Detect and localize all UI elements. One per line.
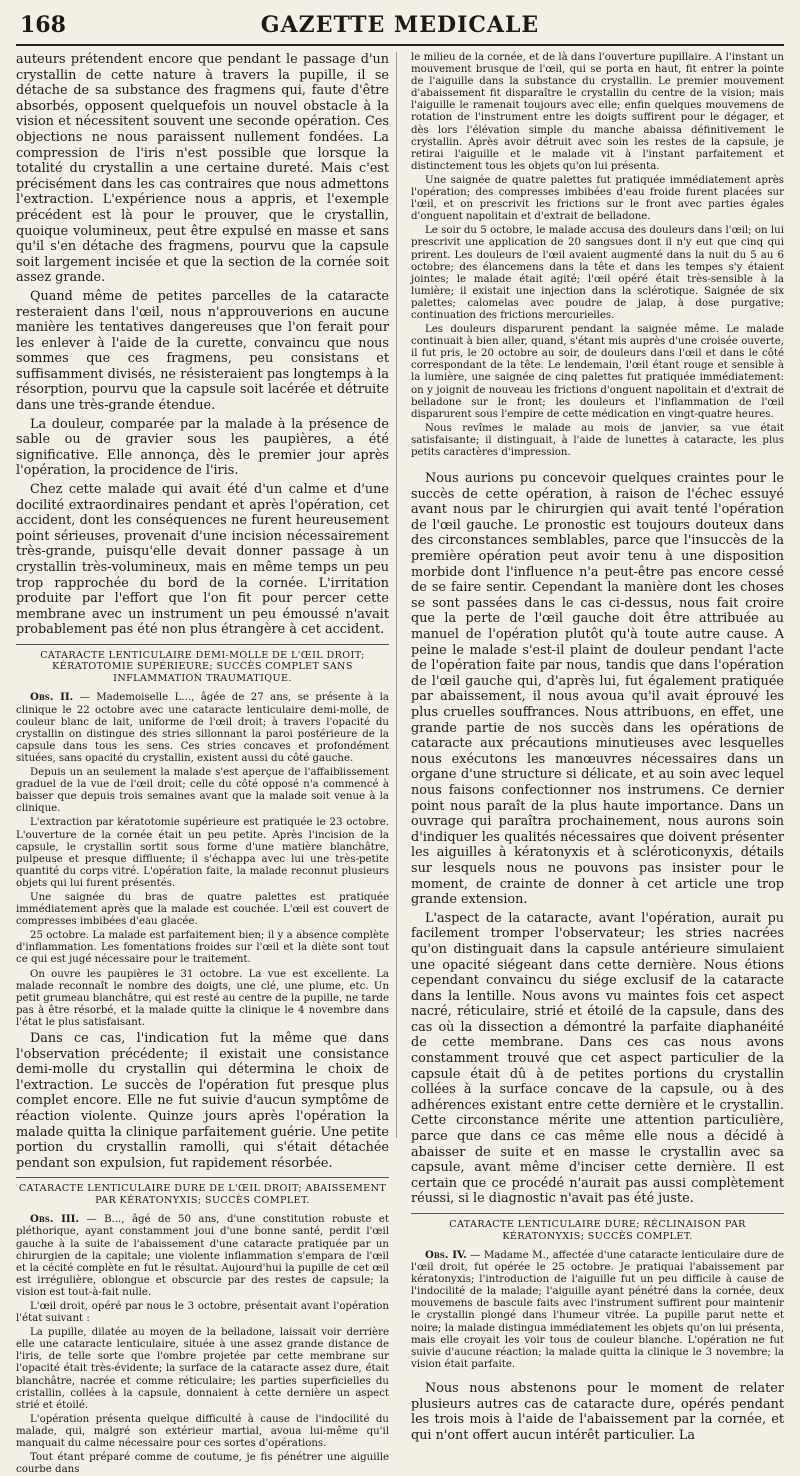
paragraph: Les douleurs disparurent pendant la saignée même. Le malade continuait à bien aller, quand, s'étant mis auprès d'une croisée ouverte, il fut pris, le 20 octobre au soir, de douleurs dans l'œil et dans le côté correspondant de la tête. Le lendemain, l'œil étant rouge et sensible à la lumière, une saignée de cinq palettes fut pratiquée immédiatement: on y joignit de nouveau les frictions d'onguent napolitain et d'extrait de belladone sur le front; les douleurs et l'inflammation de l'œil disparurent sous l'empire de cette médication en vingt-quatre heures.: [411, 324, 784, 420]
paragraph: Nous aurions pu concevoir quelques craintes pour le succès de cette opération, à raison de l'échec essuyé avant nous par le chirurgien qui avait tenté l'opération de l'œil gauche. Le pronostic est toujours douteux dans des circonstances semblables, parce que l'insuccès de la première opération peut avoir tenu à une disposition morbide dont l'influence n'a peut-être pas encore cessé de se faire sentir. Cependant la manière dont les choses se sont passées dans le cas ci-dessus, nous fait croire que la perte de l'œil gauche doit être attribuée au manuel de l'opération plutôt qu'à toute autre cause. A peine le malade s'est-il plaint de douleur pendant l'acte de l'opération faite par nous, tandis que dans l'opération de l'œil gauche qui, d'après lui, fut également pratiquée par abaissement, il nous avoua qu'il avait éprouvé les plus cruelles souffrances. Nous attribuons, en effet, une grande partie de nos succès dans les opérations de cataracte aux précautions minutieuses avec lesquelles nous exécutons les manœuvres nécessaires dans un organe d'une structure si délicate, et au soin avec lequel nous faisons confectionner nos instrumens. Ce dernier point nous paraît de la plus haute importance. Dans un ouvrage qui paraîtra prochainement, nous aurons soin d'indiquer les qualités nécessaires que doivent présenter les aiguilles à kératonyxis et à scléroticonyxis, détails sur lesquels nous ne pouvons pas insister pour le moment, de crainte de donner à cet article une trop grande extension.: [411, 471, 784, 908]
observation-label: Obs. II.: [30, 691, 74, 704]
paragraph: L'extraction par kératotomie supérieure est pratiquée le 23 octobre. L'ouverture de la cornée était un peu petite. Après l'incision de la capsule, le crystallin sortit sous forme d'une matière blanchâtre, pulpeuse et presque diffluente; il s'échappa avec lui une très-petite quantité du corps vitré. L'opération faite, la malade reconnut plusieurs objets qui lui furent présentés.: [16, 817, 389, 889]
observation-label: Obs. III.: [30, 1213, 79, 1226]
section-heading-obs3: CATARACTE LENTICULAIRE DURE DE L'ŒIL DROIT; ABAISSEMENT PAR KÉRATONYXIS; SUCCÈS COMPLET.: [16, 1177, 389, 1206]
paragraph: L'opération présenta quelque difficulté à cause de l'indocilité du malade, qui, malgré son extérieur martial, avoua lui-même qu'il manquait du calme nécessaire pour ces sortes d'opérations.: [16, 1413, 389, 1450]
observation-3-continued: [411, 52, 784, 459]
paragraph: L'œil droit, opéré par nous le 3 octobre, présentait avant l'opération l'état suivant :: [16, 1301, 389, 1325]
observation-intro: [411, 1249, 784, 1371]
paragraph: Chez cette malade qui avait été d'un calme et d'une docilité extraordinaires pendant et après l'opération, cet accident, dont les conséquences ne furent heureusement point sérieuses, provenait d'une incision nécessairement très-grande, puisqu'elle devait donner passage à un crystallin très-volumineux, mais en même temps un peu trop rapprochée du bord de la cornée. L'irritation produite par l'effort que l'on fit pour percer cette membrane avec un instrument un peu émoussé n'avait probablement pas été non plus étrangère à cet accident.: [16, 482, 389, 638]
observation-2-comment: [16, 1031, 389, 1171]
paragraph: La douleur, comparée par la malade à la présence de sable ou de gravier sous les paupières, a été significative. Elle annonça, dès le premier jour après l'opération, la procidence de l'iris.: [16, 416, 389, 479]
paragraph: Le soir du 5 octobre, le malade accusa des douleurs dans l'œil; on lui prescrivit une application de 20 sangsues dont il n'y eut que cinq qui prirent. Les douleurs de l'œil avaient augmenté dans la nuit du 5 au 6 octobre; des élancemens dans la tête et dans les tempes s'y étaient jointes; le malade était agité; l'œil opéré était très-sensible à la lumière; il existait une injection dans la sclérotique. Saignée de six palettes; calomelas avec poudre de jalap, à dose purgative; continuation des frictions mercurielles.: [411, 225, 784, 321]
observation-intro: [16, 691, 389, 765]
observation-text: — Madame M., affectée d'une cataracte lenticulaire dure de l'œil droit, fut opérée le 25 octobre. Je pratiquai l'abaissement par kératonyxis; l'introduction de l'aiguille fut un peu difficile à cause de l'indocilité de la malade; l'aiguille ayant pénétré dans la cornée, deux mouvemens de bascule faits avec l'instrument suffirent pour maintenir le crystallin plongé dans l'humeur vitrée. La pupille parut nette et noire; la malade distingua immédiatement les objets qu'on lui présenta, mais elle croyait les voir tous de couleur blanche. L'opération ne fut suivie d'aucune réaction; la malade quitta la clinique le 3 novembre; la vision était parfaite.: [411, 1250, 784, 1370]
intro-section: [16, 52, 389, 638]
paragraph: La pupille, dilatée au moyen de la belladone, laissait voir derrière elle une cataracte lenticulaire, située à une assez grande distance de l'iris, de telle sorte que l'ombre projetée par cette membrane sur l'opacité était très-évidente; la surface de la cataracte assez dure, était blanchâtre, nacrée et comme réticulaire; les parties superficielles du cristallin, collées à la capsule, donnaient à cette dernière un aspect strié et étoilé.: [16, 1327, 389, 1411]
journal-title: GAZETTE MEDICALE: [260, 12, 540, 38]
left-column: [16, 52, 397, 1476]
paragraph: Tout étant préparé comme de coutume, je fis pénétrer une aiguille courbe dans: [16, 1452, 389, 1476]
paragraph: Quand même de petites parcelles de la cataracte resteraient dans l'œil, nous n'approuverions en aucune manière les tentatives dangereuses que l'on ferait pour les enlever à l'aide de la curette, convaincu que nous sommes que ces fragmens, peu consistans et suffisamment divisés, ne résisteraient pas longtemps à la résorption, pourvu que la capsule soit lacérée et détruite dans une très-grande étendue.: [16, 288, 389, 414]
closing-section: [411, 1381, 784, 1443]
paragraph: le milieu de la cornée, et de là dans l'ouverture pupillaire. A l'instant un mouvement brusque de l'œil, qui se porta en haut, fit entrer la pointe de l'aiguille dans la substance du crystallin. Le premier mouvement d'abaissement fit disparaître le crystallin du centre de la vision; mais l'aiguille le ramenait toujours avec elle; enfin quelques mouvemens de rotation de l'instrument entre les doigts suffirent pour le dégager, et dès lors l'élévation simple du manche abaissa définitivement le crystallin. Après avoir détruit avec soin les restes de la capsule, je retirai l'aiguille et le malade vit à l'instant parfaitement et distinctement tous les objets qu'on lui présenta.: [411, 52, 784, 172]
paragraph: Nous nous abstenons pour le moment de relater plusieurs autres cas de cataracte dure, opérés pendant les trois mois à l'aide de l'abaissement par la cornée, et qui n'ont offert aucun intérêt particulier. La: [411, 1380, 784, 1443]
paragraph: Depuis un an seulement la malade s'est aperçue de l'affaiblissement graduel de la vue de l'œil droit; celle du côté opposé n'a commencé à baisser que depuis trois semaines avant que la malade soit venue à la clinique.: [16, 767, 389, 815]
paragraph: L'aspect de la cataracte, avant l'opération, aurait pu facilement tromper l'observateur; les stries nacrées qu'on distinguait dans la capsule antérieure simulaient une opacité siégeant dans cette dernière. Nous étions cependant convaincu du siége exclusif de la cataracte dans la lentille. Nous avons vu maintes fois cet aspect nacré, réticulaire, strié et étoilé de la capsule, dans des cas où la dissection a démontré la parfaite diaphanéité de cette membrane. Dans ces cas nous avons constamment trouvé que cet aspect particulier de la capsule était dû à de petites portions du crystallin collées à la surface concave de la capsule, ou à des adhérences existant entre cette dernière et le crystallin. Cette circonstance mérite une attention particulière, parce que dans ce cas même elle nous a décidé à abaisser de suite et en masse le crystallin avec sa capsule, avant même d'inciser cette dernière. Il est certain que ce procédé n'aurait pas aussi complètement réussi, si le diagnostic n'avait pas été juste.: [411, 910, 784, 1207]
paragraph: On ouvre les paupières le 31 octobre. La vue est excellente. La malade reconnaît le nombre des doigts, une clé, une plume, etc. Un petit grumeau blanchâtre, qui est resté au centre de la pupille, ne tarde pas à être résorbé, et la malade quitte la clinique le 4 novembre dans l'état le plus satisfaisant.: [16, 968, 389, 1028]
paragraph: Nous revîmes le malade au mois de janvier, sa vue était satisfaisante; il distinguait, à l'aide de lunettes à cataracte, les plus petits caractères d'impression.: [411, 422, 784, 458]
paragraph: 25 octobre. La malade est parfaitement bien; il y a absence complète d'inflammation. Les fomentations froides sur l'œil et la diète sont tout ce qui est jugé nécessaire pour le traitement.: [16, 930, 389, 966]
observation-label: Obs. IV.: [425, 1249, 467, 1261]
section-heading-obs4: CATARACTE LENTICULAIRE DURE; RÉCLINAISON PAR KÉRATONYXIS; SUCCÈS COMPLET.: [411, 1213, 784, 1242]
paragraph: Une saignée de quatre palettes fut pratiquée immédiatement après l'opération; des compresses imbibées d'eau froide furent placées sur l'œil, et on prescrivit les frictions sur le front avec parties égales d'onguent napolitain et d'extrait de belladone.: [411, 174, 784, 223]
observation-intro: [16, 1213, 389, 1299]
paragraph: auteurs prétendent encore que pendant le passage d'un crystallin de cette nature à travers la pupille, il se détache de sa substance des fragmens qui, faute d'être absorbés, opposent quelquefois un nouvel obstacle à la vision et nécessitent souvent une seconde opération. Ces objections ne nous paraissent nullement fondées. La compression de l'iris n'est possible que lorsque la totalité du crystallin a une certaine dureté. Mais c'est précisément dans les cas contraires que nous admettons l'extraction. L'expérience nous a appris, et l'exemple précédent est là pour le prouver, que le crystallin, quoique volumineux, peut être expulsé en masse et sans qu'il s'en détache des fragmens, pourvu que la capsule soit largement incisée et que la section de la cornée soit assez grande.: [16, 52, 389, 286]
observation-2: [16, 691, 389, 1029]
page-number: 168: [20, 12, 66, 38]
paragraph: Une saignée du bras de quatre palettes est pratiquée immédiatement après que la malade est couchée. L'œil est couvert de compresses imbibées d'eau glacée.: [16, 891, 389, 928]
observation-3: [16, 1213, 389, 1476]
right-column: [411, 52, 784, 1443]
page-header: [16, 10, 784, 46]
observation-4: [411, 1249, 784, 1371]
paragraph: Dans ce cas, l'indication fut la même que dans l'observation précédente; il existait une consistance demi-molle du crystallin qui détermina le choix de l'extraction. Le succès de l'opération fut presque plus complet encore. Elle ne fut suivie d'aucun symptôme de réaction violente. Quinze jours après l'opération la malade quitta la clinique parfaitement guérie. Une petite portion du crystallin ramolli, qui s'était détachée pendant son expulsion, fut rapidement résorbée.: [16, 1031, 389, 1171]
text-columns: [16, 46, 784, 1476]
observation-text: — Mademoiselle L..., âgée de 27 ans, se présente à la clinique le 22 octobre avec une cataracte lenticulaire demi-molle, de couleur blanc de lait, uniforme de l'œil droit; à travers l'opacité du crystallin on distingue des stries sillonnant la paroi postérieure de la capsule dans tous les sens. Ces stries concaves et profondément situées, sans opacité du crystallin, existent aussi du côté gauche.: [16, 692, 389, 764]
section-heading-obs2: CATARACTE LENTICULAIRE DEMI-MOLLE DE L'ŒIL DROIT; KÉRATOTOMIE SUPÉRIEURE; SUCCÈS COMPLET SANS INFLAMMATION TRAUMATIQUE.: [16, 644, 389, 685]
observation-text: — B..., âgé de 50 ans, d'une constitution robuste et pléthorique, ayant constamment joui d'une bonne santé, perdit l'œil gauche à la suite de l'abaissement d'une cataracte pratiquée par un chirurgien de la capitale; une violente inflammation s'empara de l'œil et la cécité complète en fut le résultat. Aujourd'hui la pupille de cet œil est irrégulière, oblongue et obscurcie par des restes de capsule; la vision est tout-à-fait nulle.: [16, 1214, 389, 1298]
observation-3-comment: [411, 471, 784, 1207]
